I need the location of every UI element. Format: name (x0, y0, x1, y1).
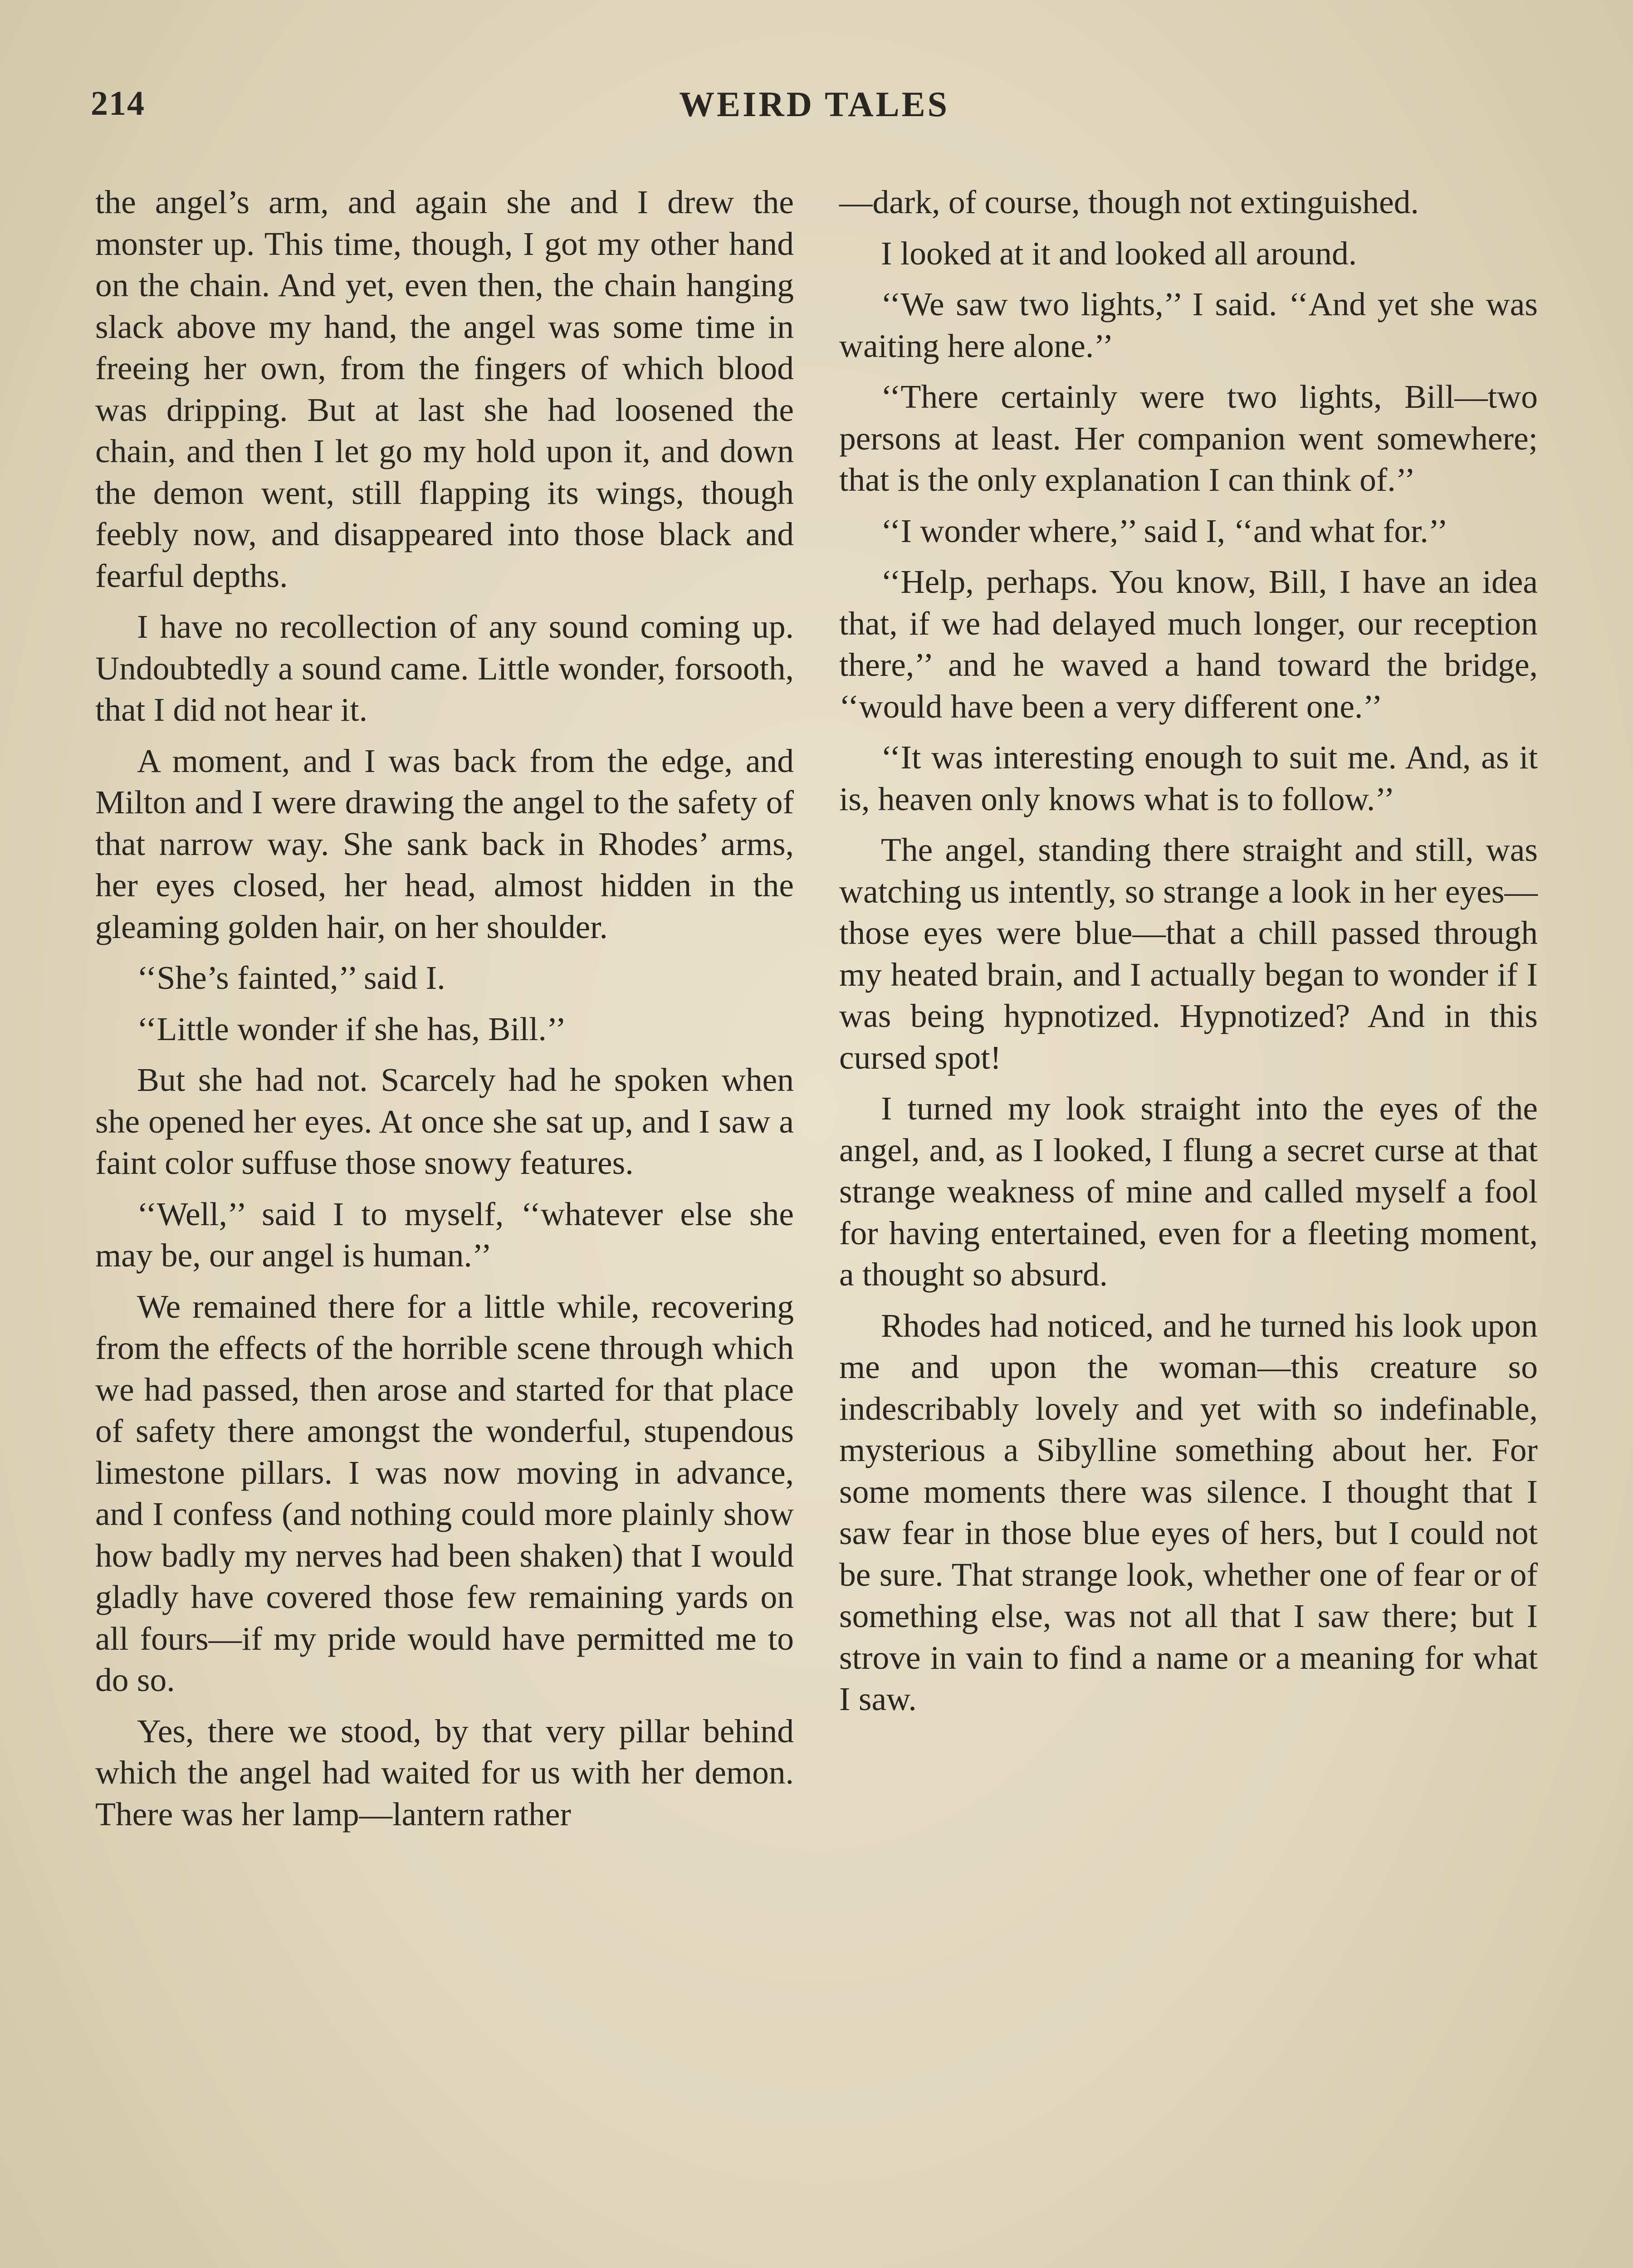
paragraph: ‘‘It was interesting enough to suit me. And, as it is, heaven only knows what is to follow.’’ (839, 739, 1538, 817)
page-number: 214 (91, 84, 145, 122)
paragraph: ‘‘I wonder where,’’ said I, ‘‘and what for.’’ (881, 512, 1448, 549)
paragraph: A moment, and I was back from the edge, and Milton and I were drawing the angel to the safety of that narrow way. She sank back in Rhodes’ arms, her eyes closed, her head, almost hidden in the gleaming golden hair, on her shoulder. (95, 742, 794, 945)
paragraph: ‘‘Help, perhaps. You know, Bill, I have an idea that, if we had delayed much longer, our reception there,’’ and he waved a hand toward the bridge, ‘‘would have been a very different one.’’ (839, 563, 1538, 725)
paragraph: Rhodes had noticed, and he turned his look upon me and upon the woman—this creature so indescribably lovely and yet with so indefinable, mysterious a Sibylline something about her. For some moments there was silence. I thought that I saw fear in those blue eyes of hers, but I could not be sure. That strange look, whether one of fear or of something else, was not all that I saw there; but I strove in vain to find a name or a meaning for what I saw. (839, 1307, 1538, 1717)
paragraph: We remained there for a little while, recovering from the effects of the horrible scene through which we had passed, then arose and started for that place of safety there amongst the wonderful, stupendous limestone pillars. I was now moving in advance, and I confess (and nothing could more plainly show how badly my nerves had been shaken) that I would gladly have covered those few remaining yards on all fours—if my pride would have permitted me to do so. (95, 1288, 794, 1698)
paragraph: the angel’s arm, and again she and I drew the monster up. This time, though, I got my other hand on the chain. And yet, even then, the chain hanging slack above my hand, the angel was some time in freeing her own, from the fingers of which blood was dripping. But at last she had loosened the chain, and then I let go my hold upon it, and down the demon went, still flapping its wings, though feebly now, and disappeared into those black and fearful depths. (95, 184, 794, 594)
paragraph: I have no recollection of any sound coming up. Undoubtedly a sound came. Little wonder, forsooth, that I did not hear it. (95, 608, 794, 728)
paragraph: The angel, standing there straight and still, was watching us intently, so strange a look in her eyes—those eyes were blue—that a chill passed through my heated brain, and I actually began to wonder if I was being hypnotized. Hypnotized? And in this cursed spot! (839, 831, 1538, 1076)
paragraph: ‘‘She’s fainted,’’ said I. (137, 959, 445, 996)
paragraph: I looked at it and looked all around. (881, 235, 1357, 272)
left-column (95, 181, 794, 1844)
running-title: WEIRD TALES (679, 84, 950, 124)
paragraph: ‘‘Well,’’ said I to myself, ‘‘whatever else she may be, our angel is human.’’ (95, 1195, 794, 1274)
paragraph: Yes, there we stood, by that very pillar behind which the angel had waited for us with her demon. There was her lamp—lantern rather (95, 1712, 794, 1833)
paragraph: —dark, of course, though not extinguished. (839, 184, 1419, 220)
paragraph: I turned my look straight into the eyes of the angel, and, as I looked, I flung a secret curse at that strange weakness of mine and called myself a fool for having entertained, even for a fleeting moment, a thought so absurd. (839, 1090, 1538, 1293)
paragraph: ‘‘There certainly were two lights, Bill—two persons at least. Her companion went somewhere; that is the only explanation I can think of.’’ (839, 378, 1538, 498)
right-column (839, 181, 1538, 1730)
paragraph: ‘‘Little wonder if she has, Bill.’’ (137, 1010, 567, 1047)
paragraph: But she had not. Scarcely had he spoken when she opened her eyes. At once she sat up, and I saw a faint color suffuse those snowy features. (95, 1061, 794, 1181)
paragraph: ‘‘We saw two lights,’’ I said. ‘‘And yet she was waiting here alone.’’ (839, 286, 1538, 364)
page-header (91, 84, 1538, 134)
